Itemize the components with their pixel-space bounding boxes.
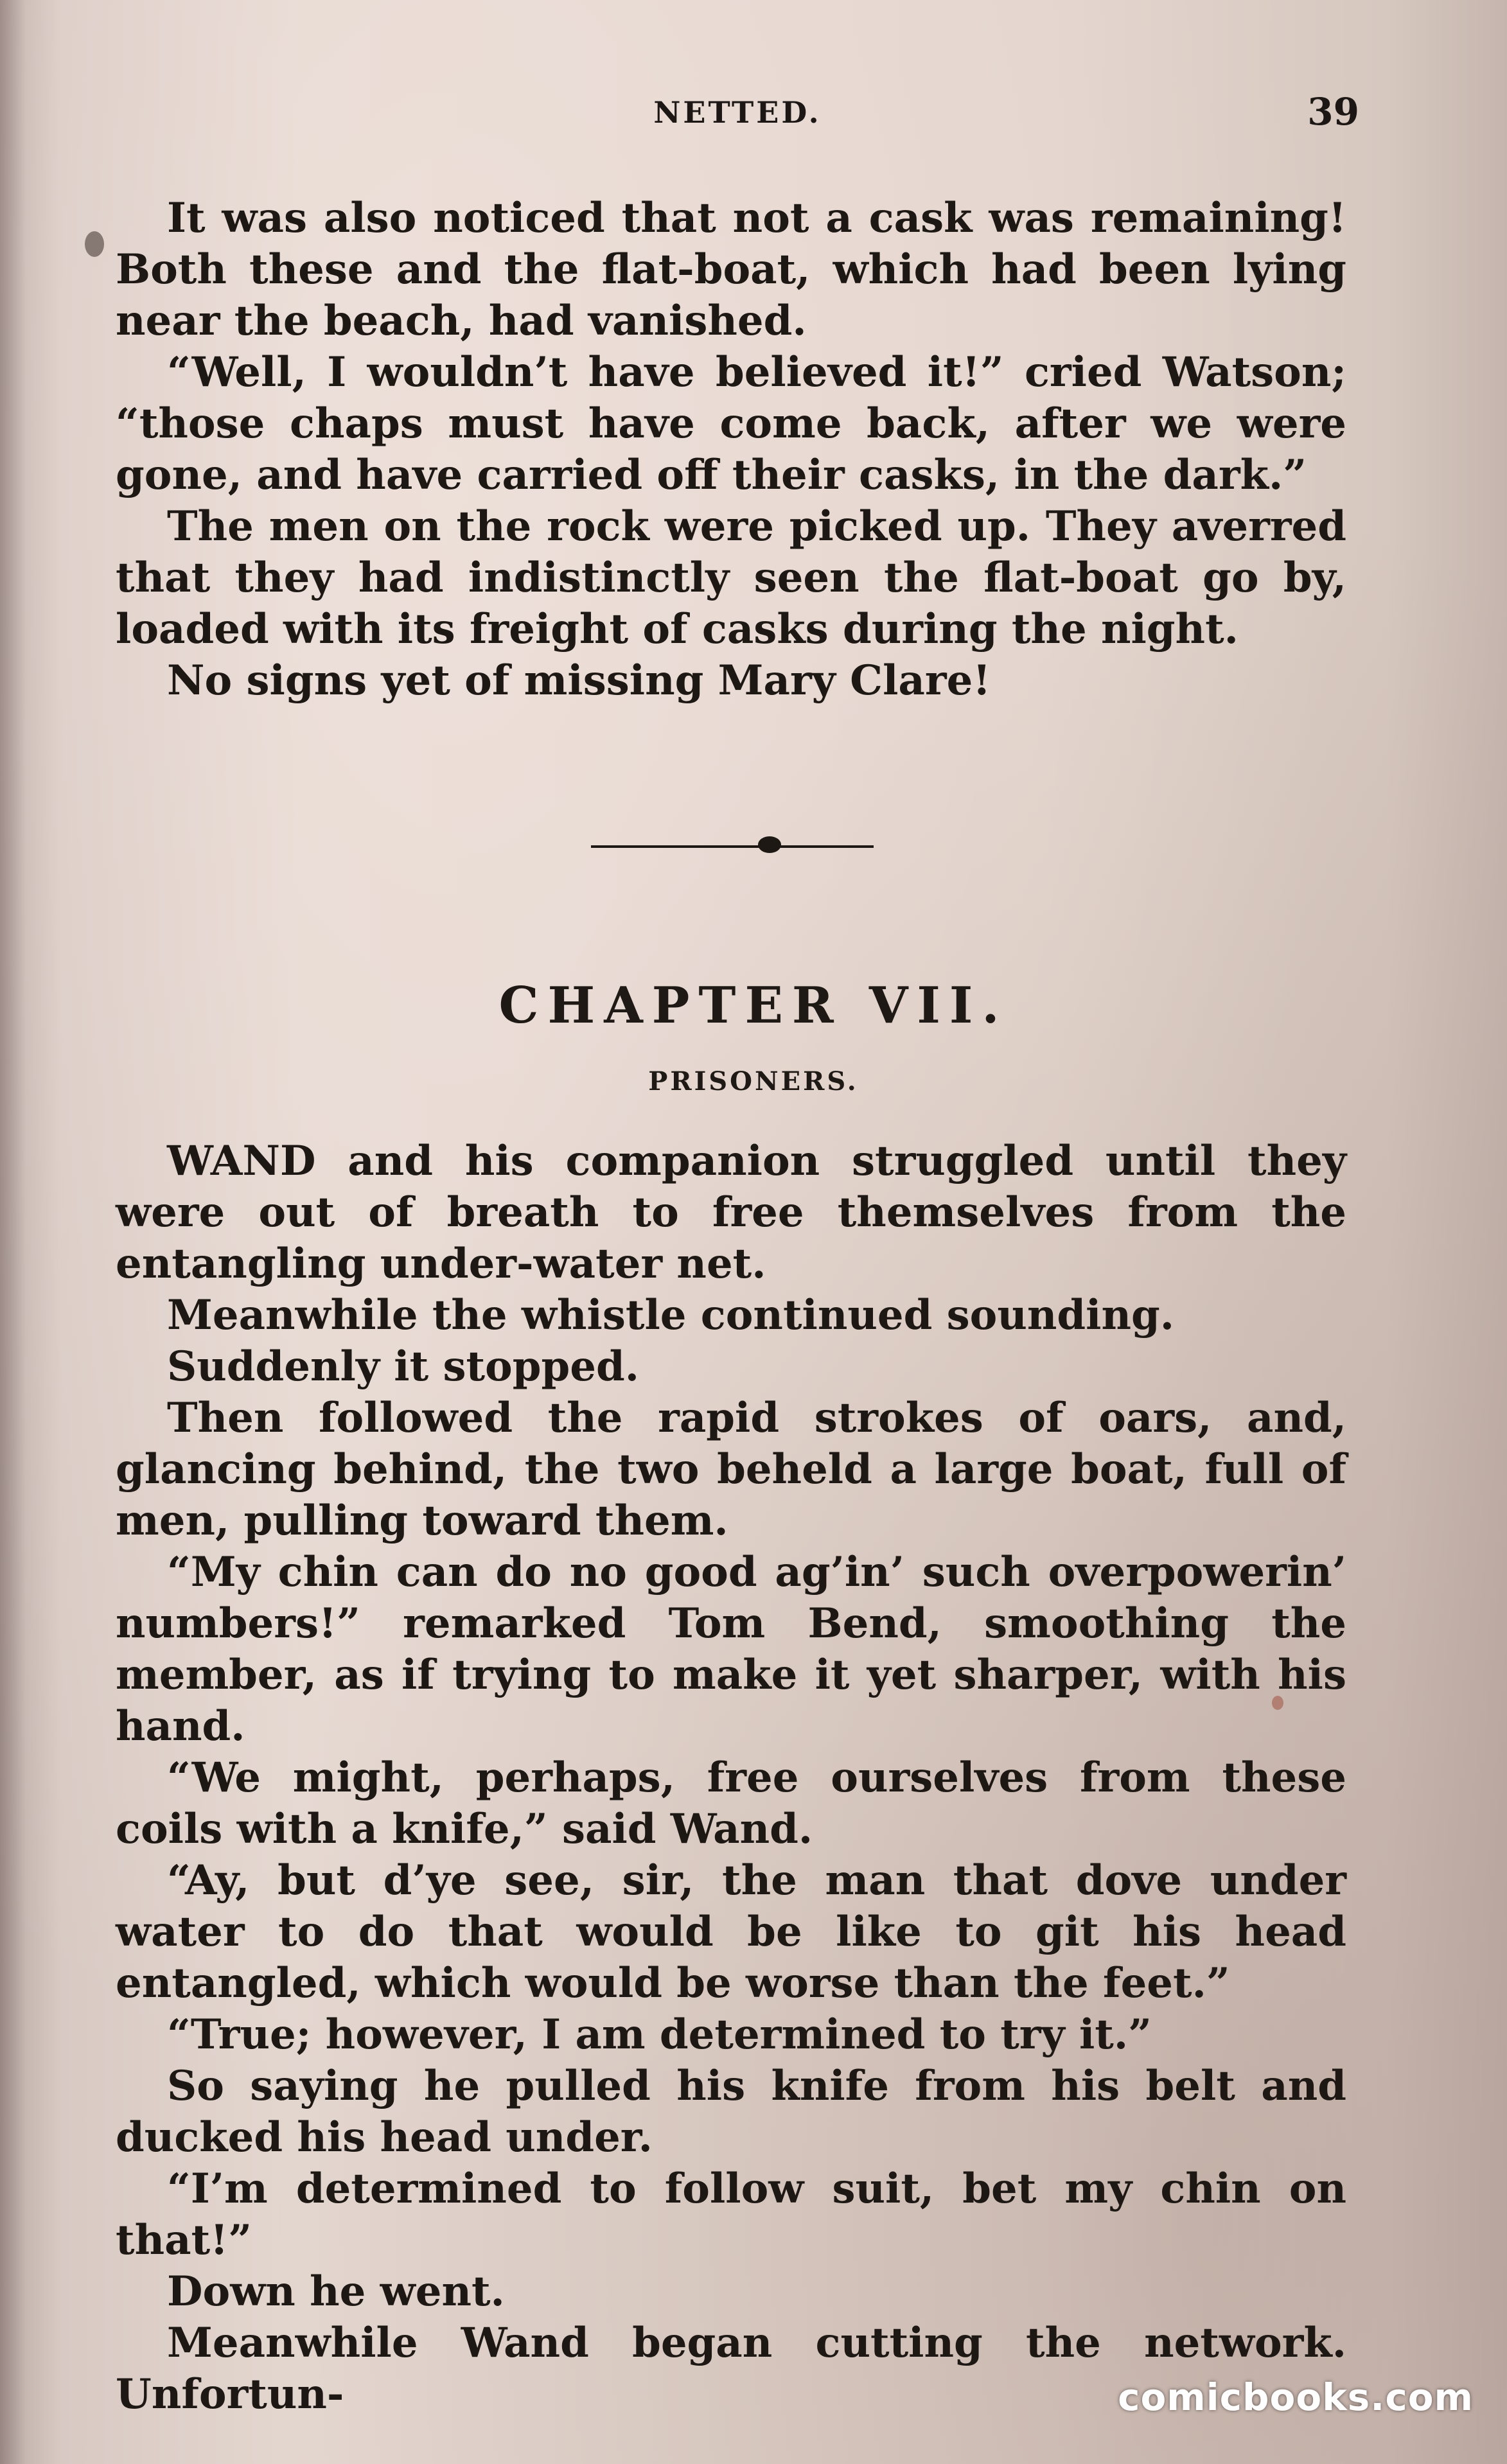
paragraph: No signs yet of missing Mary Clare! (167, 656, 991, 705)
paragraph: It was also noticed that not a cask was remaining! Both these and the flat-boat, which had been lying near the beach, had vanished. (116, 194, 1346, 345)
paragraph: Then followed the rapid strokes of oars, and, glancing behind, the two beheld a large boat, full of men, pulling toward them. (116, 1394, 1346, 1545)
text-block-before-chapter (116, 193, 1346, 707)
paragraph: “Ay, but d’ye see, sir, the man that dove under water to do that would be like to git his head entangled, which would be worse than the feet.” (116, 1856, 1346, 2007)
paragraph: Suddenly it stopped. (167, 1342, 639, 1391)
page-edge-shadow (0, 0, 26, 2464)
section-divider-dot (758, 836, 781, 853)
ink-spot (85, 231, 104, 257)
watermark-text: comicbooks.com (1118, 2375, 1474, 2419)
section-divider-rule (591, 845, 874, 848)
paragraph: The men on the rock were picked up. They averred that they had indistinctly seen the flat-boat go by, loaded with its freight of casks during the night. (116, 502, 1346, 653)
running-head: NETTED. (653, 95, 822, 130)
chapter-subtitle: PRISONERS. (648, 1066, 859, 1096)
paragraph: “We might, perhaps, free ourselves from these coils with a knife,” said Wand. (116, 1754, 1346, 1853)
paragraph: “Well, I wouldn’t have believed it!” cried Watson; “those chaps must have come back, after we were gone, and have carried off their casks, in the dark.” (116, 348, 1346, 499)
page-number: 39 (1307, 90, 1359, 134)
paragraph: “I’m determined to follow suit, bet my chin on that!” (116, 2165, 1346, 2264)
paragraph: WAND and his companion struggled until they were out of breath to free themselves from the entangling under-water net. (116, 1137, 1346, 1288)
chapter-title: CHAPTER VII. (498, 976, 1009, 1035)
paragraph: Meanwhile Wand began cutting the network. Unfortun- (116, 2319, 1346, 2418)
paragraph: Meanwhile the whistle continued sounding. (167, 1291, 1175, 1339)
paragraph: Down he went. (167, 2267, 505, 2316)
paragraph: “True; however, I am determined to try it.” (167, 2011, 1152, 2059)
chapter-body-text (116, 1136, 1346, 2420)
page-header (116, 90, 1359, 146)
paragraph: “My chin can do no good ag’in’ such overpowerin’ numbers!” remarked Tom Bend, smoothing the member, as if trying to make it yet sharper, with his hand. (116, 1548, 1346, 1750)
paragraph: So saying he pulled his knife from his belt and ducked his head under. (116, 2062, 1346, 2161)
